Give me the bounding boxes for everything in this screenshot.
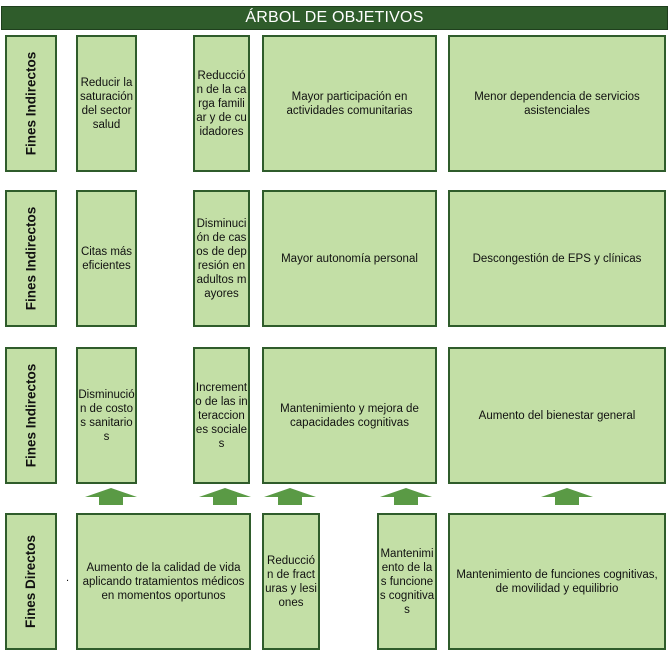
objective-disminucion-costos: Disminución de costos sanitarios <box>76 347 137 484</box>
row-label-2 <box>5 190 57 327</box>
row-label-4-text: Fines Directos <box>23 534 39 629</box>
row-label-4 <box>5 513 57 650</box>
objective-funciones-cognitivas: Mantenimiento de las funciones cognitivas <box>377 513 437 650</box>
row-label-1-text: Fines Indirectos <box>23 51 39 156</box>
up-arrow-icon <box>378 487 434 505</box>
objective-calidad-vida: Aumento de la calidad de vida aplicando tratamientos médicos en momentos oportunos <box>76 513 251 650</box>
objective-descongestion: Descongestión de EPS y clínicas <box>448 190 666 327</box>
row-label-1 <box>5 35 57 172</box>
up-arrow-icon <box>197 487 253 505</box>
stray-mark: . <box>66 572 70 584</box>
row-label-3-text: Fines Indirectos <box>23 363 39 468</box>
objective-bienestar: Aumento del bienestar general <box>448 347 666 484</box>
objective-citas-eficientes: Citas más eficientes <box>76 190 137 327</box>
objective-capacidades-cognitivas: Mantenimiento y mejora de capacidades cognitivas <box>262 347 437 484</box>
diagram-title: ÁRBOL DE OBJETIVOS <box>1 6 668 30</box>
up-arrow-icon <box>539 487 595 505</box>
objective-interacciones-sociales: Incremento de las interacciones sociales <box>193 347 250 484</box>
up-arrow-icon <box>262 487 318 505</box>
objective-reducir-saturacion: Reducir la saturación del sector salud <box>76 35 137 172</box>
objective-participacion: Mayor participación en actividades comunitarias <box>262 35 437 172</box>
objective-reduccion-fracturas: Reducción de fracturas y lesiones <box>262 513 320 650</box>
row-label-3 <box>5 347 57 484</box>
objective-reduccion-carga: Reducción de la carga familiar y de cuidadores <box>193 35 250 172</box>
objective-autonomia: Mayor autonomía personal <box>262 190 437 327</box>
objective-menor-dependencia: Menor dependencia de servicios asistenciales <box>448 35 666 172</box>
objective-disminucion-depresion: Disminución de casos de depresión en adultos mayores <box>193 190 250 327</box>
row-label-2-text: Fines Indirectos <box>23 206 39 311</box>
objective-movilidad-equilibrio: Mantenimiento de funciones cognitivas, de movilidad y equilibrio <box>448 513 666 650</box>
up-arrow-icon <box>83 487 139 505</box>
